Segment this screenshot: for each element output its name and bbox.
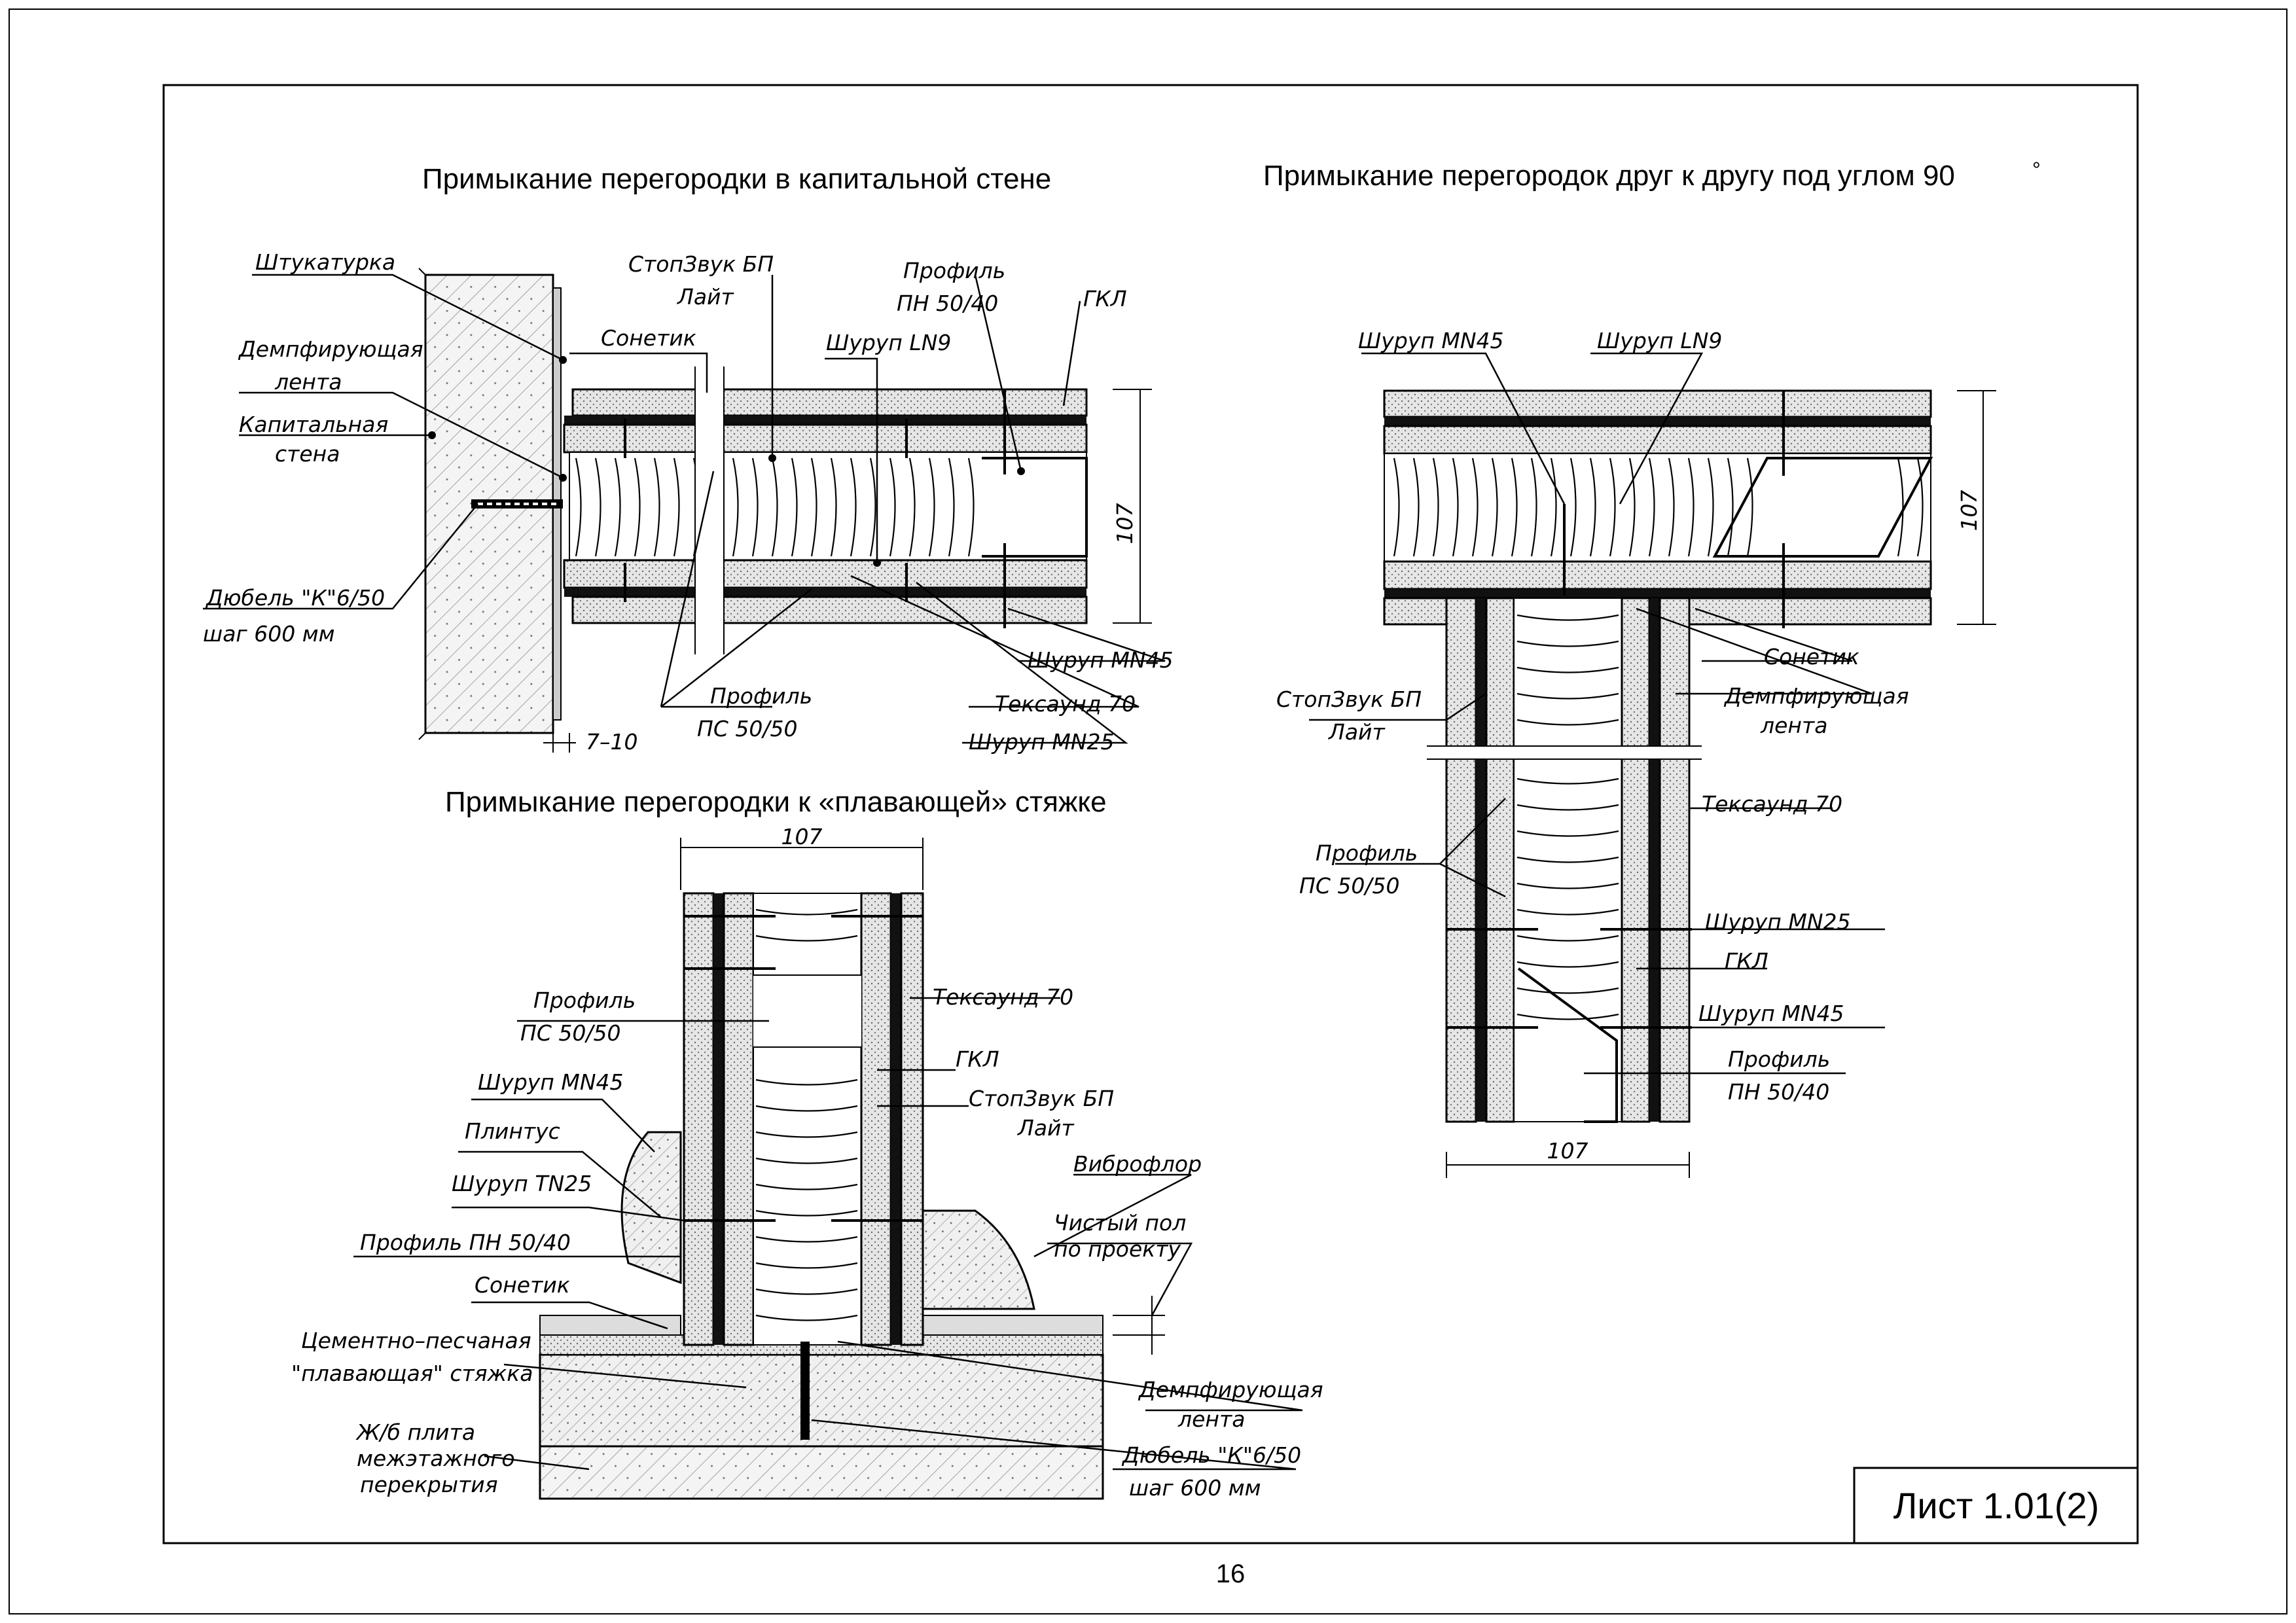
detail-wall-junction (203, 163, 1174, 755)
label-clean-floor-2: по проекту (1054, 1236, 1181, 1262)
label-slab-3: перекрытия (360, 1472, 498, 1497)
gkl-left-inner (724, 893, 753, 1345)
label-gkl: ГКЛ (956, 1046, 999, 1072)
label-slab-2: межэтажного (357, 1446, 515, 1471)
gkl-top-outer (573, 389, 1086, 416)
gkl-right-inner (861, 893, 891, 1345)
plinth-right (923, 1211, 1034, 1309)
degree-sign: ° (2032, 158, 2041, 181)
label-sonetik: Сонетик (475, 1272, 570, 1298)
corner-gkl-top-outer (1384, 391, 1931, 417)
label-stopzvuk-2: Лайт (677, 284, 734, 310)
dim-gap: 7–10 (586, 729, 638, 755)
label-damping-2: лента (275, 369, 342, 395)
label-sonetik: Сонетик (1764, 644, 1859, 669)
label-profile-ps-1: Профиль (1316, 840, 1418, 866)
label-capital-2: стена (275, 441, 340, 467)
label-stopzvuk-1: СтопЗвук БП (969, 1086, 1115, 1111)
gkl-left-outer (684, 893, 713, 1345)
label-slab-1: Ж/б плита (357, 1419, 476, 1445)
label-damping-1: Демпфирующая (239, 336, 423, 362)
corner-insulation-h (1384, 454, 1931, 562)
profile-band-bottom (564, 588, 1086, 597)
detail-corner-title: Примыкание перегородок друг к другу под углом 90 (1263, 160, 1955, 192)
page-number: 16 (1215, 1560, 1246, 1588)
corner-gkl-v-right-inner (1622, 598, 1649, 1122)
dim-107-wall: 107 (1112, 503, 1138, 544)
label-clean-floor-1: Чистый пол (1054, 1210, 1187, 1236)
dim-107-corner-v: 107 (1956, 490, 1982, 531)
corner-gkl-top-inner (1384, 426, 1931, 454)
label-screw-mn45: Шуруп MN45 (1028, 647, 1174, 673)
detail-screed-title: Примыкание перегородки к «плавающей» стяжке (445, 786, 1107, 818)
label-teksaund: Тексаунд 70 (933, 984, 1074, 1010)
label-profile-ps-2: ПС 50/50 (1299, 873, 1400, 899)
plinth-left (622, 1132, 681, 1283)
label-profile-pn-2: ПН 50/40 (897, 291, 999, 316)
label-capital-1: Капитальная (239, 412, 389, 437)
label-sonetik: Сонетик (601, 325, 696, 351)
label-dowel-1: Дюбель "К"6/50 (206, 585, 386, 611)
label-gkl: ГКЛ (1083, 286, 1127, 312)
label-screw-mn25: Шуруп MN25 (969, 729, 1115, 755)
label-damping-2: лента (1178, 1406, 1246, 1432)
corner-gkl-v-left-outer (1446, 598, 1476, 1122)
label-profile-pn-2: ПН 50/40 (1728, 1079, 1830, 1105)
label-profile-ps-2: ПС 50/50 (520, 1020, 621, 1046)
label-screw-tn25: Шуруп TN25 (452, 1171, 592, 1196)
vibroflor-floor (923, 1315, 1103, 1335)
label-screw-mn25: Шуруп MN25 (1705, 909, 1851, 935)
label-profile-pn-1: Профиль (903, 258, 1006, 283)
label-profile-ps-1: Профиль (710, 683, 813, 709)
dim-107-corner-h: 107 (1547, 1138, 1588, 1164)
label-dowel-2: шаг 600 мм (1129, 1475, 1261, 1501)
insulation-screed (753, 893, 861, 1345)
label-profile-pn: Профиль ПН 50/40 (360, 1230, 571, 1255)
stopzvuk-insulation (569, 452, 1086, 560)
label-screw-mn45: Шуруп MN45 (478, 1069, 624, 1095)
label-gkl: ГКЛ (1725, 948, 1768, 974)
label-profile-pn-1: Профиль (1728, 1046, 1831, 1072)
label-teksaund: Тексаунд 70 (995, 691, 1136, 717)
gkl-right-outer (901, 893, 923, 1345)
rc-slab (540, 1446, 1103, 1499)
label-screw-mn45: Шуруп MN45 (1698, 1001, 1844, 1026)
sheet-label: Лист 1.01(2) (1893, 1485, 2100, 1526)
label-screw-ln9: Шуруп LN9 (826, 330, 952, 355)
label-teksaund: Тексаунд 70 (1702, 791, 1843, 817)
label-damping-1: Демпфирующая (1139, 1377, 1323, 1402)
gkl-top-inner (564, 425, 1086, 452)
label-screw-mn45-top: Шуруп MN45 (1358, 328, 1504, 353)
label-stopzvuk-2: Лайт (1329, 719, 1385, 745)
corner-gkl-v-left-inner (1486, 598, 1514, 1122)
label-stopzvuk-2: Лайт (1018, 1115, 1074, 1141)
label-plinth: Плинтус (465, 1118, 560, 1144)
label-profile-ps-2: ПС 50/50 (697, 716, 798, 741)
dim-107-screed: 107 (781, 824, 823, 849)
corner-gkl-bottom-inner (1384, 562, 1931, 589)
label-dowel-2: шаг 600 мм (203, 621, 335, 647)
label-stopzvuk-1: СтопЗвук БП (1276, 687, 1422, 712)
label-screed-2: "плавающая" стяжка (291, 1361, 533, 1386)
detail-floating-screed (291, 786, 1323, 1501)
label-dowel-1: Дюбель "К"6/50 (1122, 1442, 1302, 1468)
gkl-bottom-inner (564, 560, 1086, 588)
corner-gkl-v-right-outer (1660, 598, 1689, 1122)
label-vibroflor: Виброфлор (1073, 1151, 1202, 1177)
label-damping-2: лента (1761, 713, 1828, 738)
label-stopzvuk-1: СтопЗвук БП (628, 251, 774, 277)
label-screed-1: Цементно–песчаная (301, 1328, 531, 1353)
detail-corner-90 (1263, 158, 2041, 1178)
detail-wall-title: Примыкание перегородки в капитальной стене (422, 163, 1052, 195)
label-screw-ln9: Шуруп LN9 (1597, 328, 1723, 353)
label-plaster: Штукатурка (255, 249, 396, 275)
label-profile-ps-1: Профиль (533, 988, 636, 1013)
label-damping-1: Демпфирующая (1725, 683, 1909, 709)
